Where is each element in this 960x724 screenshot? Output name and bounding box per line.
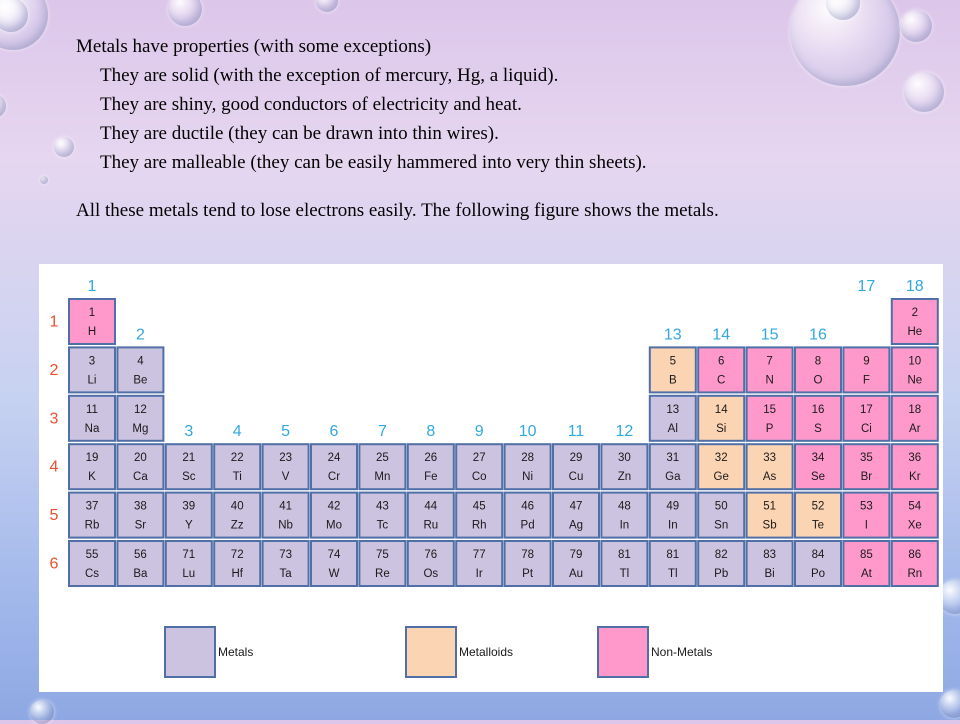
element-symbol: Hf — [231, 568, 243, 580]
element-number: 39 — [182, 500, 196, 513]
element-symbol: Ne — [907, 374, 923, 387]
element-symbol: Ru — [423, 519, 439, 532]
element-symbol: I — [864, 519, 869, 532]
element-symbol: H — [87, 326, 97, 338]
element-symbol: Mg — [132, 422, 149, 435]
element-symbol: Kr — [909, 471, 921, 484]
element-number: 29 — [569, 452, 583, 465]
element-number: 42 — [327, 500, 341, 513]
element-symbol: Rn — [907, 568, 923, 580]
decorative-bubble — [168, 0, 202, 26]
element-symbol: Al — [667, 422, 678, 435]
paragraph-gap — [76, 177, 936, 196]
element-symbol: Pt — [522, 568, 534, 580]
element-symbol: Pb — [714, 568, 729, 580]
property-ductile: They are ductile (they can be drawn into thin wires). — [100, 123, 499, 144]
legend-label-metalloid: Metalloids — [459, 645, 514, 659]
element-number: 33 — [763, 452, 776, 465]
element-symbol: P — [765, 422, 774, 435]
element-symbol: Sr — [134, 519, 147, 532]
group-label-1: 1 — [87, 278, 97, 295]
element-symbol: Xe — [907, 519, 922, 532]
element-number: 44 — [424, 500, 438, 513]
element-number: 52 — [811, 500, 825, 513]
element-number: 6 — [717, 355, 725, 368]
element-symbol: Cs — [84, 568, 100, 580]
element-number: 81 — [618, 549, 631, 561]
group-label-14: 14 — [712, 326, 731, 344]
element-symbol: Ag — [568, 519, 584, 532]
element-number: 21 — [182, 452, 196, 465]
periodic-table-figure — [39, 264, 943, 692]
group-label-12: 12 — [615, 423, 634, 441]
group-label-16: 16 — [809, 326, 827, 344]
property-solid: They are solid (with the exception of mercury, Hg, a liquid). — [100, 65, 559, 86]
element-symbol: Ga — [665, 471, 681, 484]
element-number: 56 — [134, 549, 147, 561]
element-symbol: Mo — [326, 519, 342, 532]
element-symbol: Si — [716, 422, 727, 435]
element-symbol: Li — [87, 374, 97, 387]
element-number: 74 — [327, 549, 341, 561]
element-number: 28 — [521, 452, 534, 465]
element-symbol: Br — [860, 471, 873, 484]
decorative-bubble — [30, 700, 54, 724]
element-number: 13 — [666, 403, 680, 416]
element-number: 48 — [618, 500, 631, 513]
property-shiny: They are shiny, good conductors of electricity and heat. — [100, 94, 522, 115]
element-number: 8 — [814, 355, 822, 368]
element-symbol: Ci — [860, 422, 872, 435]
period-label-3: 3 — [49, 410, 59, 428]
element-number: 16 — [811, 403, 825, 416]
element-number: 11 — [86, 403, 98, 416]
element-symbol: N — [765, 374, 774, 387]
element-number: 3 — [88, 355, 96, 368]
element-number: 71 — [182, 549, 196, 561]
element-symbol: Sb — [762, 519, 777, 532]
element-symbol: C — [717, 374, 726, 387]
period-label-6: 6 — [49, 555, 59, 573]
element-number: 84 — [811, 549, 825, 561]
element-number: 25 — [376, 452, 389, 465]
element-symbol: Ir — [475, 568, 483, 580]
group-label-13: 13 — [663, 326, 682, 344]
element-symbol: Au — [568, 568, 584, 580]
element-number: 30 — [618, 452, 631, 465]
element-symbol: Na — [84, 422, 100, 435]
group-label-4: 4 — [232, 423, 242, 441]
element-number: 79 — [569, 549, 583, 561]
element-number: 51 — [763, 500, 776, 513]
element-number: 32 — [714, 452, 728, 465]
element-symbol: O — [813, 374, 823, 387]
group-label-9: 9 — [474, 423, 484, 441]
group-label-8: 8 — [426, 423, 436, 441]
element-number: 83 — [763, 549, 776, 561]
element-number: 19 — [85, 452, 99, 465]
legend-swatch-nonmetal — [598, 627, 648, 677]
element-number: 35 — [860, 452, 873, 465]
properties-heading: Metals have properties (with some exceptions) — [76, 36, 432, 57]
element-number: 38 — [134, 500, 147, 513]
element-symbol: Ar — [909, 422, 921, 435]
element-number: 27 — [472, 452, 486, 465]
element-number: 4 — [137, 355, 144, 368]
element-number: 43 — [376, 500, 389, 513]
element-number: 40 — [230, 500, 244, 513]
element-number: 22 — [230, 452, 244, 465]
element-symbol: Be — [133, 374, 148, 387]
element-symbol: W — [328, 568, 340, 580]
group-label-18: 18 — [905, 278, 924, 295]
legend-swatch-metalloid — [406, 627, 456, 677]
element-number: 34 — [811, 452, 825, 465]
element-symbol: Cu — [568, 471, 584, 484]
element-symbol: Po — [810, 568, 826, 580]
group-label-15: 15 — [760, 326, 779, 344]
element-symbol: He — [907, 326, 923, 338]
element-symbol: Sn — [714, 519, 729, 532]
element-symbol: As — [762, 471, 777, 484]
period-label-4: 4 — [49, 458, 59, 476]
element-symbol: Rh — [471, 519, 487, 532]
element-symbol: Y — [184, 519, 193, 532]
group-label-6: 6 — [329, 423, 339, 441]
period-label-5: 5 — [49, 507, 59, 525]
element-number: 55 — [85, 549, 99, 561]
element-number: 46 — [521, 500, 534, 513]
element-number: 76 — [424, 549, 438, 561]
element-symbol: Pd — [520, 519, 535, 532]
element-symbol: Zn — [617, 471, 632, 484]
element-number: 12 — [134, 403, 147, 416]
decorative-bubble — [54, 137, 74, 157]
element-number: 82 — [714, 549, 728, 561]
element-number: 36 — [908, 452, 922, 465]
group-label-5: 5 — [281, 423, 291, 441]
group-label-3: 3 — [184, 423, 194, 441]
element-symbol: V — [281, 471, 290, 484]
element-number: 45 — [472, 500, 486, 513]
element-number: 54 — [908, 500, 922, 513]
group-label-10: 10 — [518, 423, 537, 441]
element-symbol: Ca — [133, 471, 148, 484]
group-label-2: 2 — [135, 326, 145, 344]
element-symbol: Zz — [230, 519, 244, 532]
group-label-7: 7 — [377, 423, 387, 441]
element-symbol: Mn — [374, 471, 391, 484]
element-number: 26 — [424, 452, 438, 465]
element-symbol: Tc — [376, 519, 389, 532]
element-symbol: Ti — [232, 471, 242, 484]
element-symbol: Nb — [278, 519, 293, 532]
element-number: 23 — [279, 452, 292, 465]
element-number: 2 — [911, 307, 919, 319]
element-symbol: Bi — [764, 568, 775, 580]
element-number: 49 — [666, 500, 680, 513]
element-symbol: K — [88, 471, 96, 484]
body-text — [76, 32, 936, 225]
element-number: 9 — [863, 355, 870, 368]
element-symbol: Te — [811, 519, 825, 532]
decorative-bubble — [40, 176, 48, 184]
element-number: 37 — [85, 500, 99, 513]
element-number: 18 — [908, 403, 922, 416]
legend-label-nonmetal: Non-Metals — [651, 645, 713, 659]
element-number: 20 — [134, 452, 147, 465]
element-symbol: Sc — [182, 471, 196, 484]
element-symbol: Re — [375, 568, 390, 580]
element-symbol: Ta — [279, 568, 292, 580]
element-number: 5 — [669, 355, 677, 368]
element-number: 10 — [908, 355, 922, 368]
element-symbol: Rb — [84, 519, 100, 532]
element-symbol: F — [862, 374, 870, 387]
element-number: 14 — [714, 403, 728, 416]
element-symbol: Ni — [522, 471, 534, 484]
element-number: 73 — [279, 549, 292, 561]
decorative-bubble — [0, 94, 6, 118]
element-number: 86 — [908, 549, 922, 561]
element-number: 41 — [279, 500, 292, 513]
element-symbol: Lu — [182, 568, 196, 580]
element-number: 72 — [230, 549, 244, 561]
element-number: 1 — [88, 307, 96, 319]
element-number: 24 — [327, 452, 341, 465]
element-symbol: Os — [423, 568, 439, 580]
element-symbol: Co — [471, 471, 487, 484]
property-malleable: They are malleable (they can be easily hammered into very thin sheets). — [100, 152, 647, 173]
legend-swatch-metal — [165, 627, 215, 677]
element-symbol: Cr — [327, 471, 341, 484]
periodic-table-svg — [39, 264, 943, 692]
element-number: 81 — [666, 549, 680, 561]
element-symbol: Ge — [713, 471, 729, 484]
element-symbol: At — [860, 568, 872, 580]
element-symbol: Se — [810, 471, 826, 484]
element-number: 78 — [521, 549, 534, 561]
period-label-1: 1 — [49, 313, 59, 331]
element-number: 17 — [860, 403, 873, 416]
element-symbol: In — [619, 519, 630, 532]
element-symbol: Fe — [424, 471, 438, 484]
element-number: 47 — [569, 500, 583, 513]
group-label-17: 17 — [857, 278, 876, 295]
legend-label-metal: Metals — [218, 645, 254, 659]
group-label-11: 11 — [567, 423, 585, 441]
element-number: 31 — [666, 452, 680, 465]
element-number: 75 — [376, 549, 389, 561]
element-symbol: Tl — [619, 568, 630, 580]
element-number: 85 — [860, 549, 873, 561]
element-number: 53 — [860, 500, 873, 513]
period-label-2: 2 — [49, 361, 59, 379]
element-number: 50 — [714, 500, 728, 513]
element-symbol: B — [668, 374, 677, 387]
element-symbol: Ba — [133, 568, 148, 580]
element-symbol: In — [668, 519, 678, 532]
decorative-bubble — [940, 690, 960, 718]
closing-sentence: All these metals tend to lose electrons easily. The following figure shows the metals. — [76, 200, 719, 221]
element-symbol: Tl — [668, 568, 678, 580]
decorative-bubble — [316, 0, 338, 12]
element-number: 77 — [472, 549, 486, 561]
element-number: 15 — [763, 403, 776, 416]
element-number: 7 — [766, 355, 773, 368]
element-symbol: S — [814, 422, 822, 435]
